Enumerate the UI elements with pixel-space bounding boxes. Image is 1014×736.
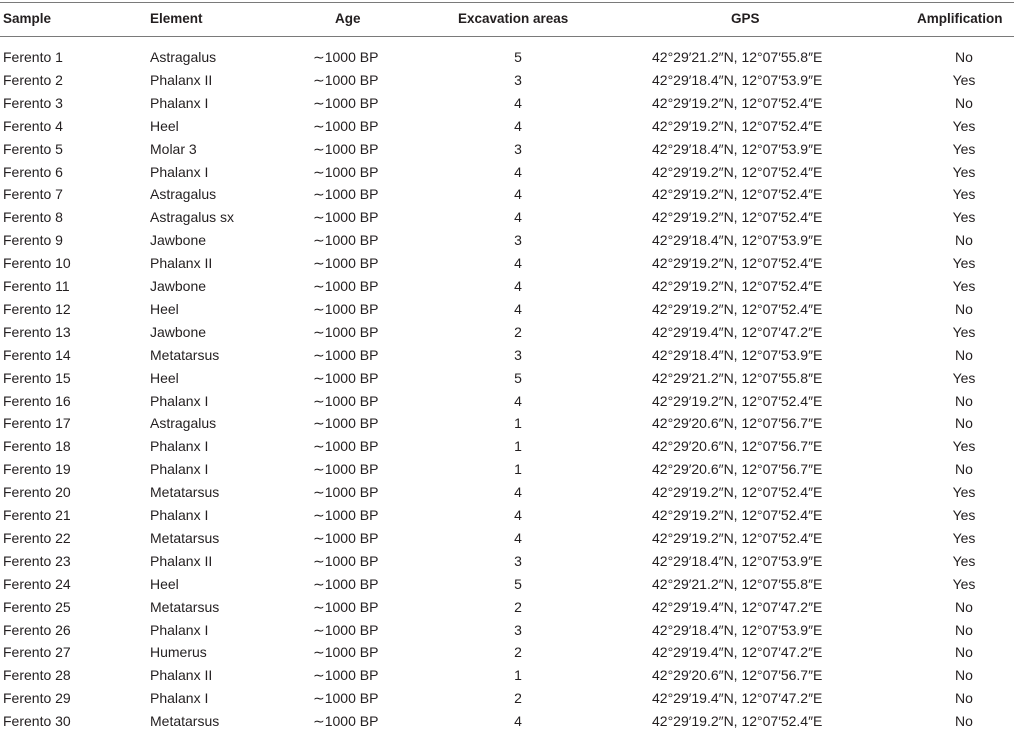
table-row <box>0 347 1014 370</box>
cell-amplification: Yes <box>952 507 976 523</box>
table-row <box>0 393 1014 416</box>
cell-excavation-area: 3 <box>514 621 522 638</box>
cell-gps: 42°29′19.4″N, 12°07′47.2″E <box>652 598 823 615</box>
cell-element: Astragalus sx <box>150 209 235 226</box>
table-row <box>0 118 1014 141</box>
table-row <box>0 324 1014 347</box>
cell-sample: Ferento 17 <box>3 415 71 432</box>
cell-element: Astragalus <box>150 49 217 65</box>
cell-excavation-area: 4 <box>514 94 522 111</box>
cell-age: ∼1000 BP <box>313 232 379 249</box>
cell-age: ∼1000 BP <box>313 117 379 134</box>
cell-amplification: No <box>955 300 973 317</box>
table-row <box>0 186 1014 209</box>
cell-excavation-area: 3 <box>514 140 522 157</box>
cell-element: Metatarsus <box>150 598 220 615</box>
cell-sample: Ferento 9 <box>3 232 63 249</box>
table-row <box>0 507 1014 530</box>
cell-gps: 42°29′19.2″N, 12°07′52.4″E <box>652 255 823 272</box>
cell-element: Phalanx I <box>150 163 209 180</box>
cell-amplification: Yes <box>952 163 976 180</box>
header-sample: Sample <box>3 11 52 26</box>
table-row <box>0 49 1014 72</box>
cell-gps: 42°29′19.2″N, 12°07′52.4″E <box>652 529 823 546</box>
cell-excavation-area: 4 <box>514 507 522 523</box>
cell-age: ∼1000 BP <box>313 644 379 661</box>
cell-sample: Ferento 7 <box>3 186 63 203</box>
cell-age: ∼1000 BP <box>313 255 379 272</box>
cell-age: ∼1000 BP <box>313 71 379 88</box>
cell-element: Phalanx I <box>150 461 209 478</box>
cell-element: Metatarsus <box>150 713 220 730</box>
cell-age: ∼1000 BP <box>313 94 379 111</box>
cell-gps: 42°29′21.2″N, 12°07′55.8″E <box>652 369 823 386</box>
cell-sample: Ferento 2 <box>3 71 63 88</box>
cell-sample: Ferento 30 <box>3 713 71 730</box>
cell-sample: Ferento 13 <box>3 323 71 340</box>
cell-excavation-area: 1 <box>514 667 522 684</box>
cell-sample: Ferento 4 <box>3 117 63 134</box>
cell-sample: Ferento 10 <box>3 255 71 272</box>
cell-gps: 42°29′18.4″N, 12°07′53.9″E <box>652 71 823 88</box>
header-element: Element <box>150 11 203 26</box>
cell-amplification: Yes <box>952 117 976 134</box>
table-row <box>0 461 1014 484</box>
table-row <box>0 622 1014 645</box>
table-row <box>0 690 1014 713</box>
cell-element: Phalanx II <box>150 667 213 684</box>
cell-element: Metatarsus <box>150 529 220 546</box>
cell-sample: Ferento 1 <box>3 49 63 65</box>
cell-sample: Ferento 12 <box>3 300 71 317</box>
cell-gps: 42°29′19.2″N, 12°07′52.4″E <box>652 713 823 730</box>
cell-element: Heel <box>150 369 179 386</box>
cell-amplification: No <box>955 392 973 409</box>
cell-sample: Ferento 23 <box>3 552 71 569</box>
cell-element: Astragalus <box>150 186 217 203</box>
cell-sample: Ferento 8 <box>3 209 63 226</box>
cell-amplification: Yes <box>952 71 976 88</box>
cell-element: Phalanx I <box>150 690 209 707</box>
cell-element: Phalanx II <box>150 255 213 272</box>
cell-amplification: No <box>955 461 973 478</box>
cell-sample: Ferento 24 <box>3 575 71 592</box>
cell-sample: Ferento 6 <box>3 163 63 180</box>
cell-amplification: Yes <box>952 484 976 501</box>
cell-sample: Ferento 18 <box>3 438 71 455</box>
cell-excavation-area: 3 <box>514 71 522 88</box>
table-row <box>0 576 1014 599</box>
cell-gps: 42°29′19.4″N, 12°07′47.2″E <box>652 690 823 707</box>
cell-amplification: No <box>955 644 973 661</box>
table-row <box>0 164 1014 187</box>
table-row <box>0 553 1014 576</box>
cell-sample: Ferento 15 <box>3 369 71 386</box>
cell-excavation-area: 4 <box>514 529 522 546</box>
cell-gps: 42°29′20.6″N, 12°07′56.7″E <box>652 667 823 684</box>
table-row <box>0 667 1014 690</box>
cell-sample: Ferento 27 <box>3 644 71 661</box>
cell-age: ∼1000 BP <box>313 690 379 707</box>
cell-age: ∼1000 BP <box>313 667 379 684</box>
cell-amplification: No <box>955 713 973 730</box>
cell-age: ∼1000 BP <box>313 529 379 546</box>
table-row <box>0 644 1014 667</box>
cell-gps: 42°29′20.6″N, 12°07′56.7″E <box>652 461 823 478</box>
cell-age: ∼1000 BP <box>313 323 379 340</box>
cell-element: Jawbone <box>150 323 207 340</box>
cell-amplification: Yes <box>952 209 976 226</box>
table-row <box>0 370 1014 393</box>
cell-amplification: No <box>955 667 973 684</box>
cell-excavation-area: 4 <box>514 484 522 501</box>
table-row <box>0 301 1014 324</box>
cell-excavation-area: 4 <box>514 255 522 272</box>
cell-excavation-area: 4 <box>514 117 522 134</box>
cell-age: ∼1000 BP <box>313 346 379 363</box>
cell-age: ∼1000 BP <box>313 598 379 615</box>
cell-element: Heel <box>150 300 179 317</box>
cell-element: Phalanx II <box>150 71 213 88</box>
cell-age: ∼1000 BP <box>313 484 379 501</box>
header-age: Age <box>335 11 361 26</box>
cell-sample: Ferento 19 <box>3 461 71 478</box>
cell-gps: 42°29′19.2″N, 12°07′52.4″E <box>652 209 823 226</box>
cell-age: ∼1000 BP <box>313 415 379 432</box>
cell-gps: 42°29′20.6″N, 12°07′56.7″E <box>652 415 823 432</box>
cell-gps: 42°29′18.4″N, 12°07′53.9″E <box>652 346 823 363</box>
cell-excavation-area: 4 <box>514 300 522 317</box>
cell-element: Molar 3 <box>150 140 197 157</box>
cell-gps: 42°29′21.2″N, 12°07′55.8″E <box>652 49 823 65</box>
cell-sample: Ferento 14 <box>3 346 71 363</box>
cell-excavation-area: 4 <box>514 163 522 180</box>
cell-amplification: Yes <box>952 552 976 569</box>
cell-gps: 42°29′20.6″N, 12°07′56.7″E <box>652 438 823 455</box>
cell-gps: 42°29′18.4″N, 12°07′53.9″E <box>652 232 823 249</box>
cell-gps: 42°29′19.4″N, 12°07′47.2″E <box>652 323 823 340</box>
cell-amplification: No <box>955 94 973 111</box>
cell-sample: Ferento 20 <box>3 484 71 501</box>
cell-excavation-area: 4 <box>514 278 522 294</box>
cell-excavation-area: 3 <box>514 346 522 363</box>
cell-sample: Ferento 28 <box>3 667 71 684</box>
cell-amplification: No <box>955 232 973 249</box>
cell-gps: 42°29′19.2″N, 12°07′52.4″E <box>652 507 823 523</box>
cell-excavation-area: 2 <box>514 598 522 615</box>
cell-excavation-area: 5 <box>514 369 522 386</box>
cell-element: Metatarsus <box>150 346 220 363</box>
cell-age: ∼1000 BP <box>313 49 379 65</box>
cell-amplification: No <box>955 598 973 615</box>
cell-element: Jawbone <box>150 232 207 249</box>
cell-gps: 42°29′19.2″N, 12°07′52.4″E <box>652 163 823 180</box>
cell-age: ∼1000 BP <box>313 209 379 226</box>
cell-amplification: Yes <box>952 186 976 203</box>
cell-element: Heel <box>150 575 179 592</box>
cell-age: ∼1000 BP <box>313 621 379 638</box>
table-top-rule <box>0 2 1014 3</box>
cell-amplification: Yes <box>952 140 976 157</box>
cell-age: ∼1000 BP <box>313 140 379 157</box>
cell-sample: Ferento 21 <box>3 507 71 523</box>
table-row <box>0 232 1014 255</box>
table-row <box>0 95 1014 118</box>
cell-age: ∼1000 BP <box>313 438 379 455</box>
cell-sample: Ferento 29 <box>3 690 71 707</box>
cell-element: Phalanx I <box>150 507 209 523</box>
cell-element: Metatarsus <box>150 484 220 501</box>
cell-gps: 42°29′19.4″N, 12°07′47.2″E <box>652 644 823 661</box>
cell-gps: 42°29′19.2″N, 12°07′52.4″E <box>652 186 823 203</box>
cell-amplification: Yes <box>952 369 976 386</box>
table-row <box>0 255 1014 278</box>
cell-element: Astragalus <box>150 415 217 432</box>
cell-element: Phalanx I <box>150 392 209 409</box>
cell-gps: 42°29′19.2″N, 12°07′52.4″E <box>652 300 823 317</box>
cell-gps: 42°29′18.4″N, 12°07′53.9″E <box>652 552 823 569</box>
cell-amplification: Yes <box>952 529 976 546</box>
table-row <box>0 599 1014 622</box>
header-gps: GPS <box>731 11 760 26</box>
cell-age: ∼1000 BP <box>313 300 379 317</box>
cell-gps: 42°29′21.2″N, 12°07′55.8″E <box>652 575 823 592</box>
cell-excavation-area: 5 <box>514 575 522 592</box>
cell-age: ∼1000 BP <box>313 163 379 180</box>
cell-amplification: Yes <box>952 438 976 455</box>
table-row <box>0 484 1014 507</box>
cell-gps: 42°29′19.2″N, 12°07′52.4″E <box>652 484 823 501</box>
table-row <box>0 438 1014 461</box>
cell-element: Phalanx I <box>150 438 209 455</box>
cell-sample: Ferento 11 <box>3 278 70 294</box>
table-row <box>0 278 1014 301</box>
cell-element: Phalanx II <box>150 552 213 569</box>
cell-excavation-area: 4 <box>514 713 522 730</box>
cell-excavation-area: 1 <box>514 438 522 455</box>
cell-sample: Ferento 5 <box>3 140 63 157</box>
cell-excavation-area: 2 <box>514 690 522 707</box>
cell-age: ∼1000 BP <box>313 278 379 294</box>
table-row <box>0 72 1014 95</box>
cell-amplification: Yes <box>952 255 976 272</box>
cell-age: ∼1000 BP <box>313 507 379 523</box>
cell-amplification: No <box>955 49 973 65</box>
cell-sample: Ferento 26 <box>3 621 71 638</box>
cell-age: ∼1000 BP <box>313 552 379 569</box>
cell-amplification: Yes <box>952 575 976 592</box>
cell-amplification: No <box>955 621 973 638</box>
cell-excavation-area: 3 <box>514 232 522 249</box>
cell-excavation-area: 4 <box>514 392 522 409</box>
cell-gps: 42°29′19.2″N, 12°07′52.4″E <box>652 278 823 294</box>
cell-gps: 42°29′19.2″N, 12°07′52.4″E <box>652 94 823 111</box>
cell-gps: 42°29′18.4″N, 12°07′53.9″E <box>652 621 823 638</box>
cell-element: Phalanx I <box>150 621 209 638</box>
cell-age: ∼1000 BP <box>313 713 379 730</box>
cell-amplification: No <box>955 346 973 363</box>
cell-sample: Ferento 3 <box>3 94 63 111</box>
table-row <box>0 209 1014 232</box>
cell-age: ∼1000 BP <box>313 186 379 203</box>
cell-sample: Ferento 16 <box>3 392 71 409</box>
cell-sample: Ferento 22 <box>3 529 71 546</box>
cell-excavation-area: 2 <box>514 644 522 661</box>
cell-age: ∼1000 BP <box>313 392 379 409</box>
header-amplification: Amplification <box>917 11 1003 26</box>
cell-excavation-area: 4 <box>514 186 522 203</box>
cell-excavation-area: 5 <box>514 49 522 65</box>
cell-gps: 42°29′19.2″N, 12°07′52.4″E <box>652 117 823 134</box>
table-row <box>0 530 1014 553</box>
header-rule <box>0 36 1014 37</box>
cell-age: ∼1000 BP <box>313 575 379 592</box>
header-excavation-areas: Excavation areas <box>458 11 569 26</box>
cell-excavation-area: 4 <box>514 209 522 226</box>
cell-age: ∼1000 BP <box>313 369 379 386</box>
cell-excavation-area: 1 <box>514 461 522 478</box>
cell-amplification: Yes <box>952 323 976 340</box>
table-row <box>0 141 1014 164</box>
cell-element: Heel <box>150 117 179 134</box>
cell-gps: 42°29′18.4″N, 12°07′53.9″E <box>652 140 823 157</box>
cell-excavation-area: 2 <box>514 323 522 340</box>
cell-element: Jawbone <box>150 278 207 294</box>
cell-gps: 42°29′19.2″N, 12°07′52.4″E <box>652 392 823 409</box>
cell-element: Humerus <box>150 644 207 661</box>
table-row <box>0 415 1014 438</box>
cell-amplification: No <box>955 415 973 432</box>
cell-age: ∼1000 BP <box>313 461 379 478</box>
cell-amplification: No <box>955 690 973 707</box>
cell-excavation-area: 3 <box>514 552 522 569</box>
cell-amplification: Yes <box>952 278 976 294</box>
cell-sample: Ferento 25 <box>3 598 71 615</box>
cell-excavation-area: 1 <box>514 415 522 432</box>
cell-element: Phalanx I <box>150 94 209 111</box>
table-row <box>0 713 1014 736</box>
